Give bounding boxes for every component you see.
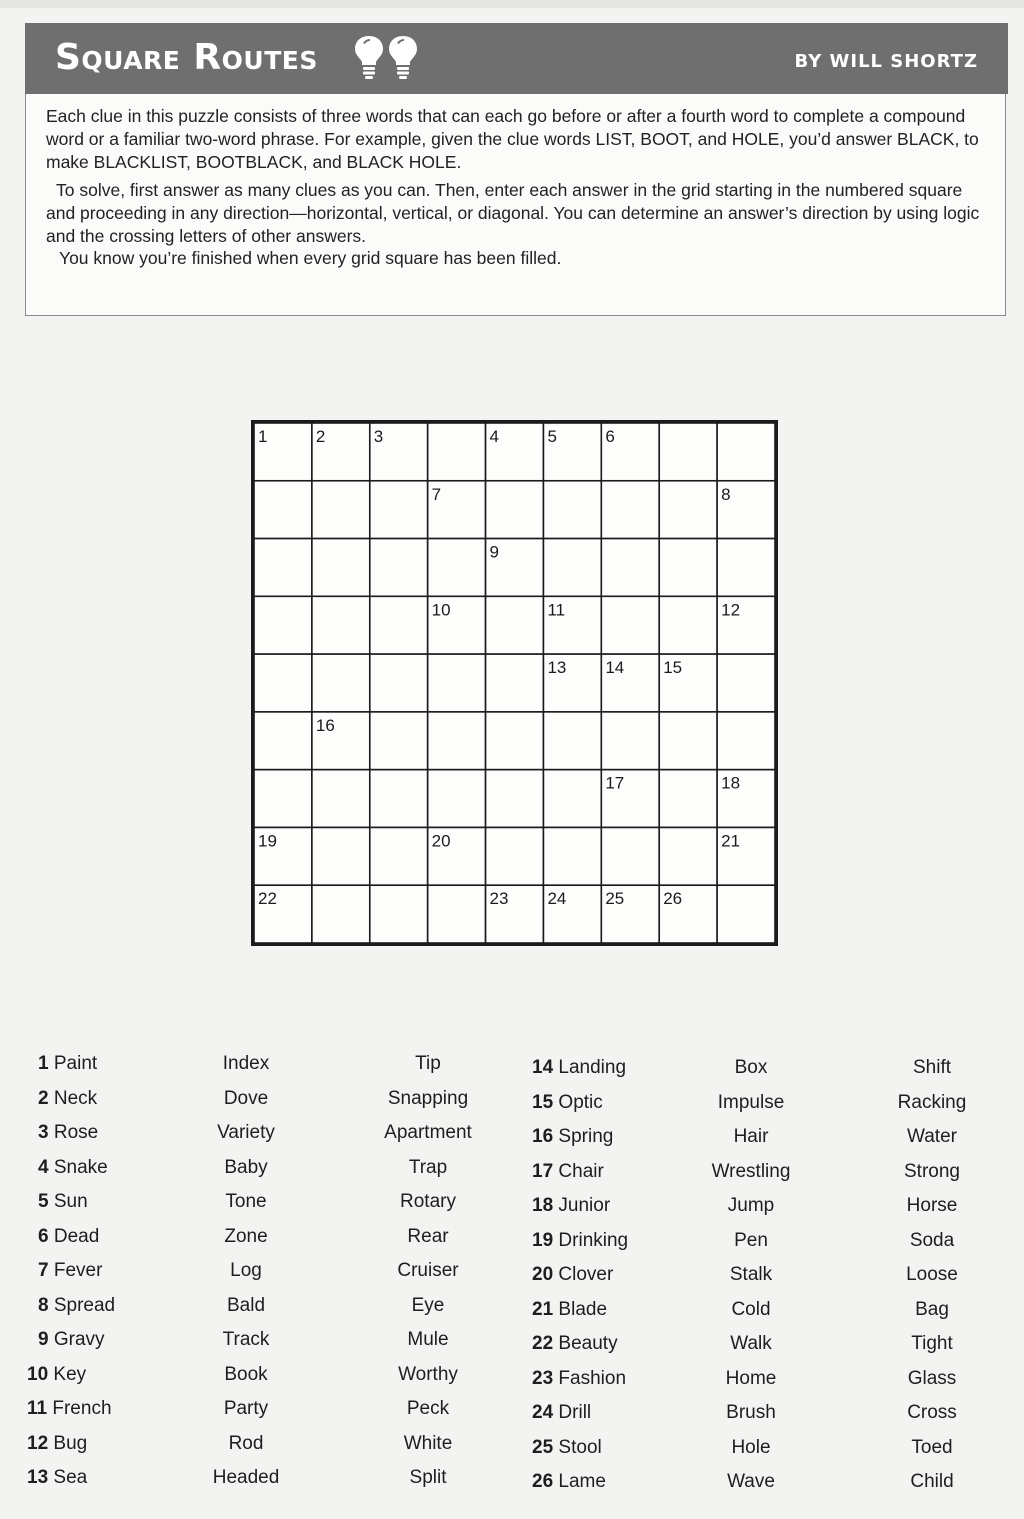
clue-number: 4 — [38, 1156, 49, 1178]
clue-word-2: Bald — [226, 1294, 266, 1316]
clue-word-1: Snake — [48, 1156, 108, 1178]
grid-cell[interactable] — [543, 827, 601, 885]
clue-word-3: Rear — [407, 1225, 449, 1247]
clue-word-2: Zone — [224, 1225, 268, 1247]
clue-word-1: Key — [48, 1363, 87, 1385]
clue-word-3: Water — [907, 1126, 957, 1147]
clue-1 — [38, 1052, 97, 1076]
grid-cell[interactable] — [601, 712, 659, 770]
grid-cell[interactable] — [312, 885, 370, 943]
instructions-paragraph-3: You know you’re finished when every grid square has been filled. — [59, 248, 562, 268]
grid-cell[interactable] — [486, 827, 544, 885]
clue-number: 20 — [532, 1264, 554, 1285]
clue-20 — [532, 1263, 613, 1287]
cell-number: 20 — [431, 831, 451, 851]
clue-word-1: Rose — [48, 1122, 99, 1143]
cell-number: 23 — [489, 889, 509, 909]
clue-word-1: Sea — [48, 1467, 88, 1488]
cell-number: 16 — [315, 715, 335, 735]
clue-number: 3 — [38, 1122, 49, 1143]
clue-word-3: Worthy — [398, 1363, 458, 1385]
clue-word-1: Drill — [553, 1402, 592, 1423]
cell-number: 6 — [605, 427, 615, 446]
grid-cell[interactable] — [428, 712, 486, 770]
clue-number: 1 — [38, 1053, 49, 1074]
grid-cell[interactable] — [717, 712, 775, 770]
cell-number: 15 — [663, 658, 683, 678]
clue-word-1: Drinking — [553, 1229, 629, 1251]
cell-number: 2 — [315, 427, 326, 446]
clue-word-2: Stalk — [729, 1264, 773, 1285]
grid-cell[interactable] — [659, 770, 717, 828]
clue-6 — [38, 1225, 99, 1249]
cell-number: 18 — [721, 773, 741, 793]
grid-cell[interactable] — [543, 712, 601, 770]
grid-cell[interactable] — [370, 654, 428, 712]
clue-word-3: Mule — [407, 1329, 449, 1350]
grid-cell[interactable] — [659, 481, 717, 539]
clue-word-1: Bug — [48, 1432, 88, 1454]
clue-16 — [532, 1125, 613, 1149]
grid-cell[interactable] — [254, 712, 312, 770]
clue-word-3: Tight — [911, 1333, 953, 1354]
clue-number: 11 — [27, 1398, 48, 1419]
clue-word-1: Sun — [48, 1191, 88, 1212]
grid-cell[interactable] — [428, 885, 486, 943]
cell-number: 21 — [721, 831, 741, 851]
grid-cell[interactable] — [428, 423, 486, 481]
grid-cell[interactable] — [601, 827, 659, 885]
cell-number: 3 — [373, 427, 384, 446]
clue-word-1: Gravy — [48, 1329, 105, 1350]
clue-word-2: Home — [725, 1367, 777, 1389]
clue-word-1: Stool — [553, 1436, 602, 1458]
cell-number: 19 — [258, 831, 277, 851]
clue-word-3: Split — [409, 1467, 447, 1488]
clue-word-2: Cold — [731, 1298, 771, 1320]
clue-number: 5 — [38, 1191, 49, 1212]
clue-22 — [532, 1332, 618, 1356]
clue-word-3: Shift — [912, 1057, 952, 1078]
grid-cell[interactable] — [370, 770, 428, 828]
clue-word-2: Tone — [225, 1191, 267, 1212]
clue-9 — [38, 1328, 105, 1352]
grid-cell[interactable] — [428, 770, 486, 828]
clue-13 — [27, 1466, 87, 1490]
grid-cell[interactable] — [486, 654, 544, 712]
grid-cell[interactable] — [312, 770, 370, 828]
clue-word-3: Rotary — [400, 1191, 456, 1212]
cell-number: 4 — [489, 427, 500, 446]
grid-cell[interactable] — [717, 423, 775, 481]
grid-cell[interactable] — [543, 481, 601, 539]
byline: BY WILL SHORTZ — [794, 51, 978, 72]
puzzle-grid — [251, 420, 778, 946]
clue-2 — [38, 1087, 97, 1111]
clue-word-2: Box — [734, 1057, 768, 1078]
grid-cell[interactable] — [370, 885, 428, 943]
clue-word-1: Dead — [48, 1225, 100, 1247]
grid-cell[interactable] — [486, 481, 544, 539]
clue-word-2: Hair — [733, 1126, 769, 1147]
clue-word-3: Toed — [911, 1436, 953, 1458]
clue-word-1: Fever — [48, 1260, 103, 1281]
clue-word-3: Cross — [907, 1402, 957, 1423]
grid-cell[interactable] — [370, 539, 428, 597]
clue-word-2: Track — [222, 1329, 270, 1350]
clue-word-2: Variety — [217, 1122, 275, 1143]
clue-word-3: Soda — [909, 1229, 955, 1251]
clue-18 — [532, 1194, 610, 1218]
clue-word-3: Apartment — [384, 1122, 472, 1143]
grid-cell[interactable] — [312, 481, 370, 539]
cell-number: 17 — [605, 773, 625, 793]
grid-cell[interactable] — [370, 481, 428, 539]
grid-cell[interactable] — [717, 885, 775, 943]
cell-number: 10 — [431, 600, 451, 620]
grid-cell[interactable] — [659, 827, 717, 885]
grid-cell[interactable] — [659, 712, 717, 770]
clue-number: 14 — [532, 1057, 554, 1078]
grid-svg — [254, 423, 775, 943]
clue-26 — [532, 1470, 606, 1494]
clue-number: 6 — [38, 1225, 49, 1247]
clue-11 — [27, 1397, 112, 1421]
clue-word-1: Blade — [553, 1298, 608, 1320]
grid-cell[interactable] — [370, 827, 428, 885]
clue-word-3: Eye — [411, 1294, 445, 1316]
title-banner — [25, 23, 1008, 94]
cell-number: 9 — [489, 542, 500, 562]
clue-word-2: Brush — [726, 1402, 776, 1423]
clue-number: 16 — [532, 1126, 554, 1147]
grid-cell[interactable] — [312, 596, 370, 654]
cell-number: 12 — [721, 600, 741, 620]
clue-word-3: Strong — [904, 1160, 960, 1182]
grid-cell[interactable] — [428, 539, 486, 597]
clue-number: 10 — [27, 1363, 49, 1385]
clue-5 — [38, 1190, 88, 1214]
clue-10 — [27, 1363, 86, 1387]
cell-number: 14 — [605, 658, 625, 678]
clue-8 — [38, 1294, 115, 1318]
grid-cell[interactable] — [254, 770, 312, 828]
clue-word-2: Walk — [730, 1333, 772, 1354]
clue-word-3: Child — [910, 1471, 954, 1492]
puzzle-title: Square Routes — [55, 37, 318, 78]
clue-number: 7 — [38, 1260, 49, 1281]
clue-number: 12 — [27, 1432, 49, 1454]
clue-number: 17 — [532, 1160, 554, 1182]
clue-number: 24 — [532, 1402, 554, 1423]
clue-15 — [532, 1091, 603, 1115]
grid-cell[interactable] — [312, 539, 370, 597]
clue-word-2: Index — [222, 1053, 270, 1074]
grid-cell[interactable] — [370, 596, 428, 654]
clue-7 — [38, 1259, 102, 1283]
clue-number: 18 — [532, 1195, 554, 1216]
grid-cell[interactable] — [428, 654, 486, 712]
clue-number: 8 — [38, 1294, 49, 1316]
instructions-paragraph-1: Each clue in this puzzle consists of three words that can each go before or after a fourth word to complete a compound word or a familiar two-word phrase. For example, given the clue words LIST, BOOT, and HOLE, you’d answer BLACK, to make BLACKLIST, BOOTBLACK, and BLACK HOLE. — [46, 106, 979, 172]
clue-word-2: Jump — [727, 1195, 775, 1216]
clue-word-3: Trap — [408, 1156, 448, 1178]
clue-number: 15 — [532, 1091, 554, 1113]
clue-17 — [532, 1160, 604, 1184]
clue-word-3: Bag — [915, 1298, 949, 1320]
instructions-box — [25, 94, 1006, 316]
clue-24 — [532, 1401, 591, 1425]
clue-word-2: Wrestling — [711, 1160, 791, 1182]
clue-19 — [532, 1229, 628, 1253]
grid-cell[interactable] — [312, 654, 370, 712]
clue-4 — [38, 1156, 108, 1180]
cell-number: 7 — [431, 484, 442, 504]
clue-word-1: Lame — [553, 1471, 606, 1492]
clue-word-2: Rod — [228, 1432, 264, 1454]
grid-cell[interactable] — [659, 423, 717, 481]
cell-number: 8 — [721, 484, 731, 504]
clue-word-1: Junior — [553, 1195, 611, 1216]
cell-number: 22 — [258, 889, 277, 909]
clue-word-2: Log — [230, 1260, 262, 1281]
clue-word-1: Chair — [553, 1160, 604, 1182]
grid-cell[interactable] — [601, 481, 659, 539]
cell-number: 24 — [547, 889, 567, 909]
clue-word-3: Horse — [906, 1195, 958, 1216]
grid-cell[interactable] — [543, 539, 601, 597]
cell-number: 26 — [663, 889, 683, 909]
clue-number: 2 — [38, 1087, 49, 1109]
clue-word-3: Snapping — [387, 1087, 469, 1109]
clue-word-1: Beauty — [553, 1333, 618, 1354]
grid-cell[interactable] — [370, 712, 428, 770]
grid-cell[interactable] — [254, 596, 312, 654]
clue-word-1: Spread — [48, 1294, 116, 1316]
grid-cell[interactable] — [659, 539, 717, 597]
clue-14 — [532, 1056, 626, 1080]
clue-word-1: Landing — [553, 1057, 627, 1078]
clue-number: 26 — [532, 1471, 554, 1492]
cell-number: 11 — [547, 600, 566, 620]
clue-word-3: White — [403, 1432, 453, 1454]
clue-word-1: Optic — [553, 1091, 603, 1113]
clue-number: 22 — [532, 1333, 554, 1354]
two-lightbulbs-icon — [353, 34, 419, 80]
grid-cell[interactable] — [312, 827, 370, 885]
clue-25 — [532, 1436, 602, 1460]
grid-cell[interactable] — [486, 712, 544, 770]
grid-cell[interactable] — [254, 539, 312, 597]
clue-word-2: Impulse — [717, 1091, 785, 1113]
clue-word-3: Cruiser — [397, 1260, 459, 1281]
clue-word-3: Peck — [406, 1398, 450, 1419]
clue-word-2: Headed — [212, 1467, 280, 1488]
clue-number: 9 — [38, 1329, 49, 1350]
clue-number: 25 — [532, 1436, 554, 1458]
grid-cell[interactable] — [254, 654, 312, 712]
clue-word-3: Racking — [897, 1091, 967, 1113]
grid-cell[interactable] — [486, 770, 544, 828]
clue-word-2: Dove — [223, 1087, 269, 1109]
clue-word-2: Pen — [734, 1229, 768, 1251]
cell-number: 25 — [605, 889, 625, 909]
clue-word-1: Paint — [48, 1053, 98, 1074]
grid-cell[interactable] — [717, 654, 775, 712]
clue-number: 21 — [532, 1298, 554, 1320]
clue-word-1: Neck — [48, 1087, 98, 1109]
instructions-paragraph-2: To solve, first answer as many clues as you can. Then, enter each answer in the grid starting in the numbered square and proceeding in any direction—horizontal, vertical, or diagonal. You can determine an answer’s direction by using logic and the crossing letters of other answers. — [46, 180, 980, 246]
page-edge — [0, 0, 1024, 8]
clue-number: 19 — [532, 1229, 554, 1251]
clue-word-2: Wave — [727, 1471, 775, 1492]
clue-number: 13 — [27, 1467, 49, 1488]
grid-cell[interactable] — [254, 481, 312, 539]
grid-cell[interactable] — [717, 539, 775, 597]
cell-number: 13 — [547, 658, 567, 678]
grid-cell[interactable] — [601, 596, 659, 654]
clue-3 — [38, 1121, 98, 1145]
clue-word-2: Baby — [224, 1156, 268, 1178]
clue-word-2: Hole — [731, 1436, 771, 1458]
clue-word-2: Party — [223, 1398, 269, 1419]
clue-word-3: Tip — [415, 1053, 441, 1074]
grid-cell[interactable] — [601, 539, 659, 597]
cell-number: 1 — [258, 427, 268, 446]
grid-cell[interactable] — [486, 596, 544, 654]
clue-word-1: French — [47, 1398, 112, 1419]
clue-word-3: Glass — [907, 1367, 957, 1389]
clue-23 — [532, 1367, 626, 1391]
clue-21 — [532, 1298, 607, 1322]
clue-12 — [27, 1432, 87, 1456]
clue-word-2: Book — [224, 1363, 268, 1385]
clue-word-1: Fashion — [553, 1367, 627, 1389]
clue-number: 23 — [532, 1367, 554, 1389]
clue-word-3: Loose — [906, 1264, 958, 1285]
cell-number: 5 — [547, 427, 557, 446]
clue-word-1: Spring — [553, 1126, 614, 1147]
grid-cell[interactable] — [543, 770, 601, 828]
clue-word-1: Clover — [553, 1264, 614, 1285]
grid-cell[interactable] — [659, 596, 717, 654]
